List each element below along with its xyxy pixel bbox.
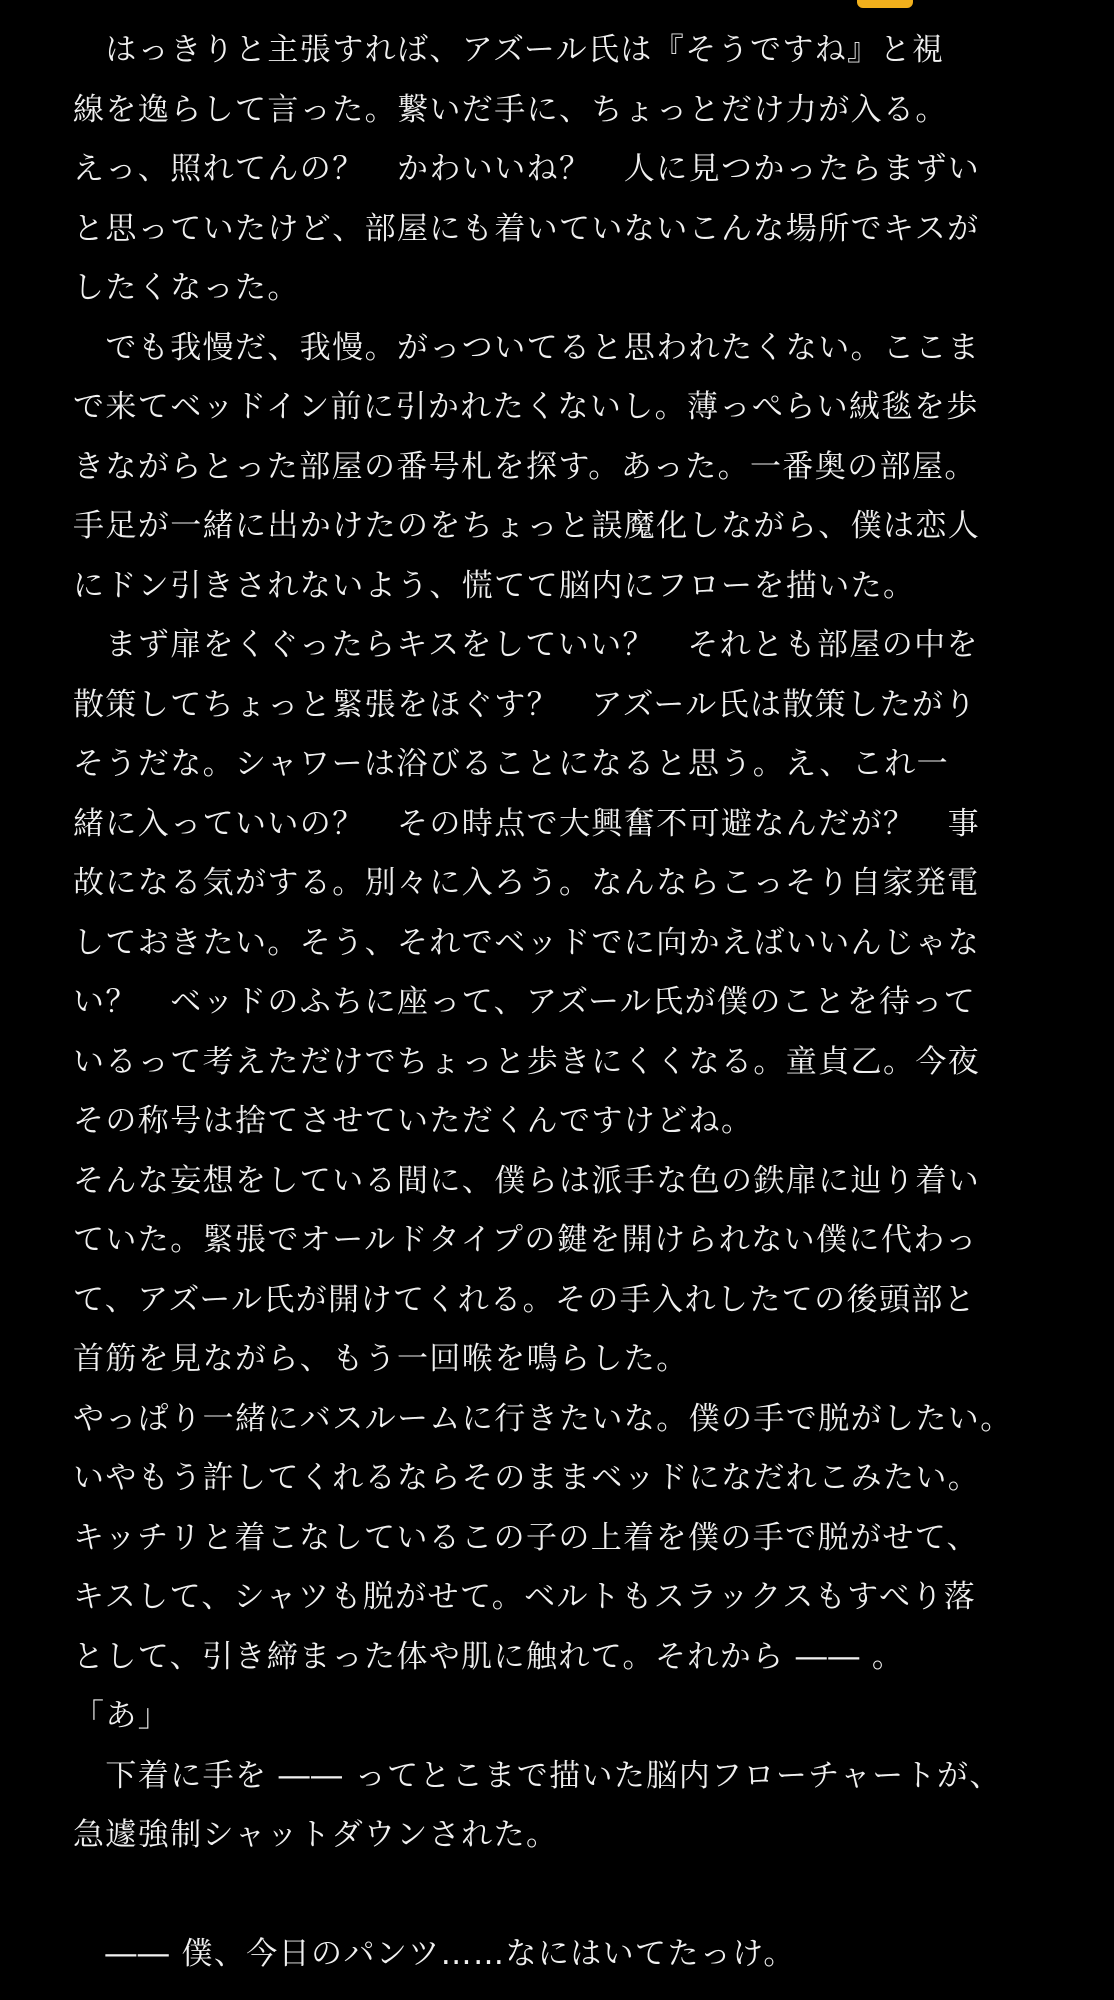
text-line: 首筋を見ながら、もう一回喉を鳴らした。 (73, 1341, 689, 1377)
text-line: 「あ」 (73, 1698, 171, 1734)
text-line: えっ、照れてんの？ かわいいね？ 人に見つかったらまずい (73, 151, 981, 187)
text-line: はっきりと主張すれば、アズール氏は『そうですね』と視 (73, 32, 945, 68)
text-line: いるって考えただけでちょっと歩きにくくなる。童貞乙。今夜 (73, 1043, 981, 1080)
text-line: きながらとった部屋の番号札を探す。あった。一番奥の部屋。 (73, 448, 977, 485)
text-line: として、引き締まった体や肌に触れて。それから ―― 。 (73, 1638, 905, 1675)
text-line: そんな妄想をしている間に、僕らは派手な色の鉄扉に辿り着い (73, 1162, 981, 1199)
top-accent-tab (857, 0, 913, 8)
text-line: て、アズール氏が開けてくれる。その手入れしたての後頭部と (73, 1281, 977, 1318)
text-line: そうだな。シャワーは浴びることになると思う。え、これ一 (73, 746, 950, 782)
text-line: キスして、シャツも脱がせて。ベルトもスラックスもすべり落 (73, 1579, 977, 1615)
text-line: 散策してちょっと緊張をほぐす？ アズール氏は散策したがり (73, 686, 977, 723)
text-line: にドン引きされないよう、慌てて脳内にフローを描いた。 (73, 567, 916, 604)
text-line: い？ ベッドのふちに座って、アズール氏が僕のことを待って (73, 984, 977, 1020)
text-line: 急遽強制シャットダウンされた。 (73, 1817, 559, 1853)
text-line: でも我慢だ、我慢。がっついてると思われたくない。ここま (73, 329, 981, 366)
text-line: 手足が一緒に出かけたのをちょっと誤魔化しながら、僕は恋人 (73, 508, 981, 544)
text-line: ていた。緊張でオールドタイプの鍵を開けられない僕に代わっ (73, 1222, 978, 1258)
novel-text-body (73, 21, 1113, 1985)
text-line: 線を逸らして言った。繋いだ手に、ちょっとだけ力が入る。 (73, 91, 948, 128)
text-line: その称号は捨てさせていただくんですけどね。 (73, 1103, 754, 1139)
text-line: 下着に手を ―― ってとこまで描いた脳内フローチャートが、 (73, 1757, 1002, 1794)
text-line: で来てベッドイン前に引かれたくないし。薄っぺらい絨毯を歩 (73, 389, 979, 425)
text-line: まず扉をくぐったらキスをしていい？ それとも部屋の中を (73, 627, 979, 663)
text-line: キッチリと着こなしているこの子の上着を僕の手で脱がせて、 (73, 1519, 979, 1556)
text-line: しておきたい。そう、それでベッドでに向かえばいいんじゃな (73, 924, 981, 961)
text-line: ―― 僕、今日のパンツ……なにはいてたっけ。 (73, 1936, 796, 1972)
text-line: と思っていたけど、部屋にも着いていないこんな場所でキスが (73, 210, 980, 247)
blank-line (73, 1866, 1113, 1926)
text-line: いやもう許してくれるならそのままベッドになだれこみたい。 (73, 1460, 981, 1496)
text-line: したくなった。 (73, 270, 300, 306)
text-line: 緒に入っていいの？ その時点で大興奮不可避なんだが？ 事 (73, 805, 981, 842)
text-line: 故になる気がする。別々に入ろう。なんならこっそり自家発電 (73, 865, 980, 901)
text-line: やっぱり一緒にバスルームに行きたいな。僕の手で脱がしたい。 (73, 1400, 1013, 1437)
